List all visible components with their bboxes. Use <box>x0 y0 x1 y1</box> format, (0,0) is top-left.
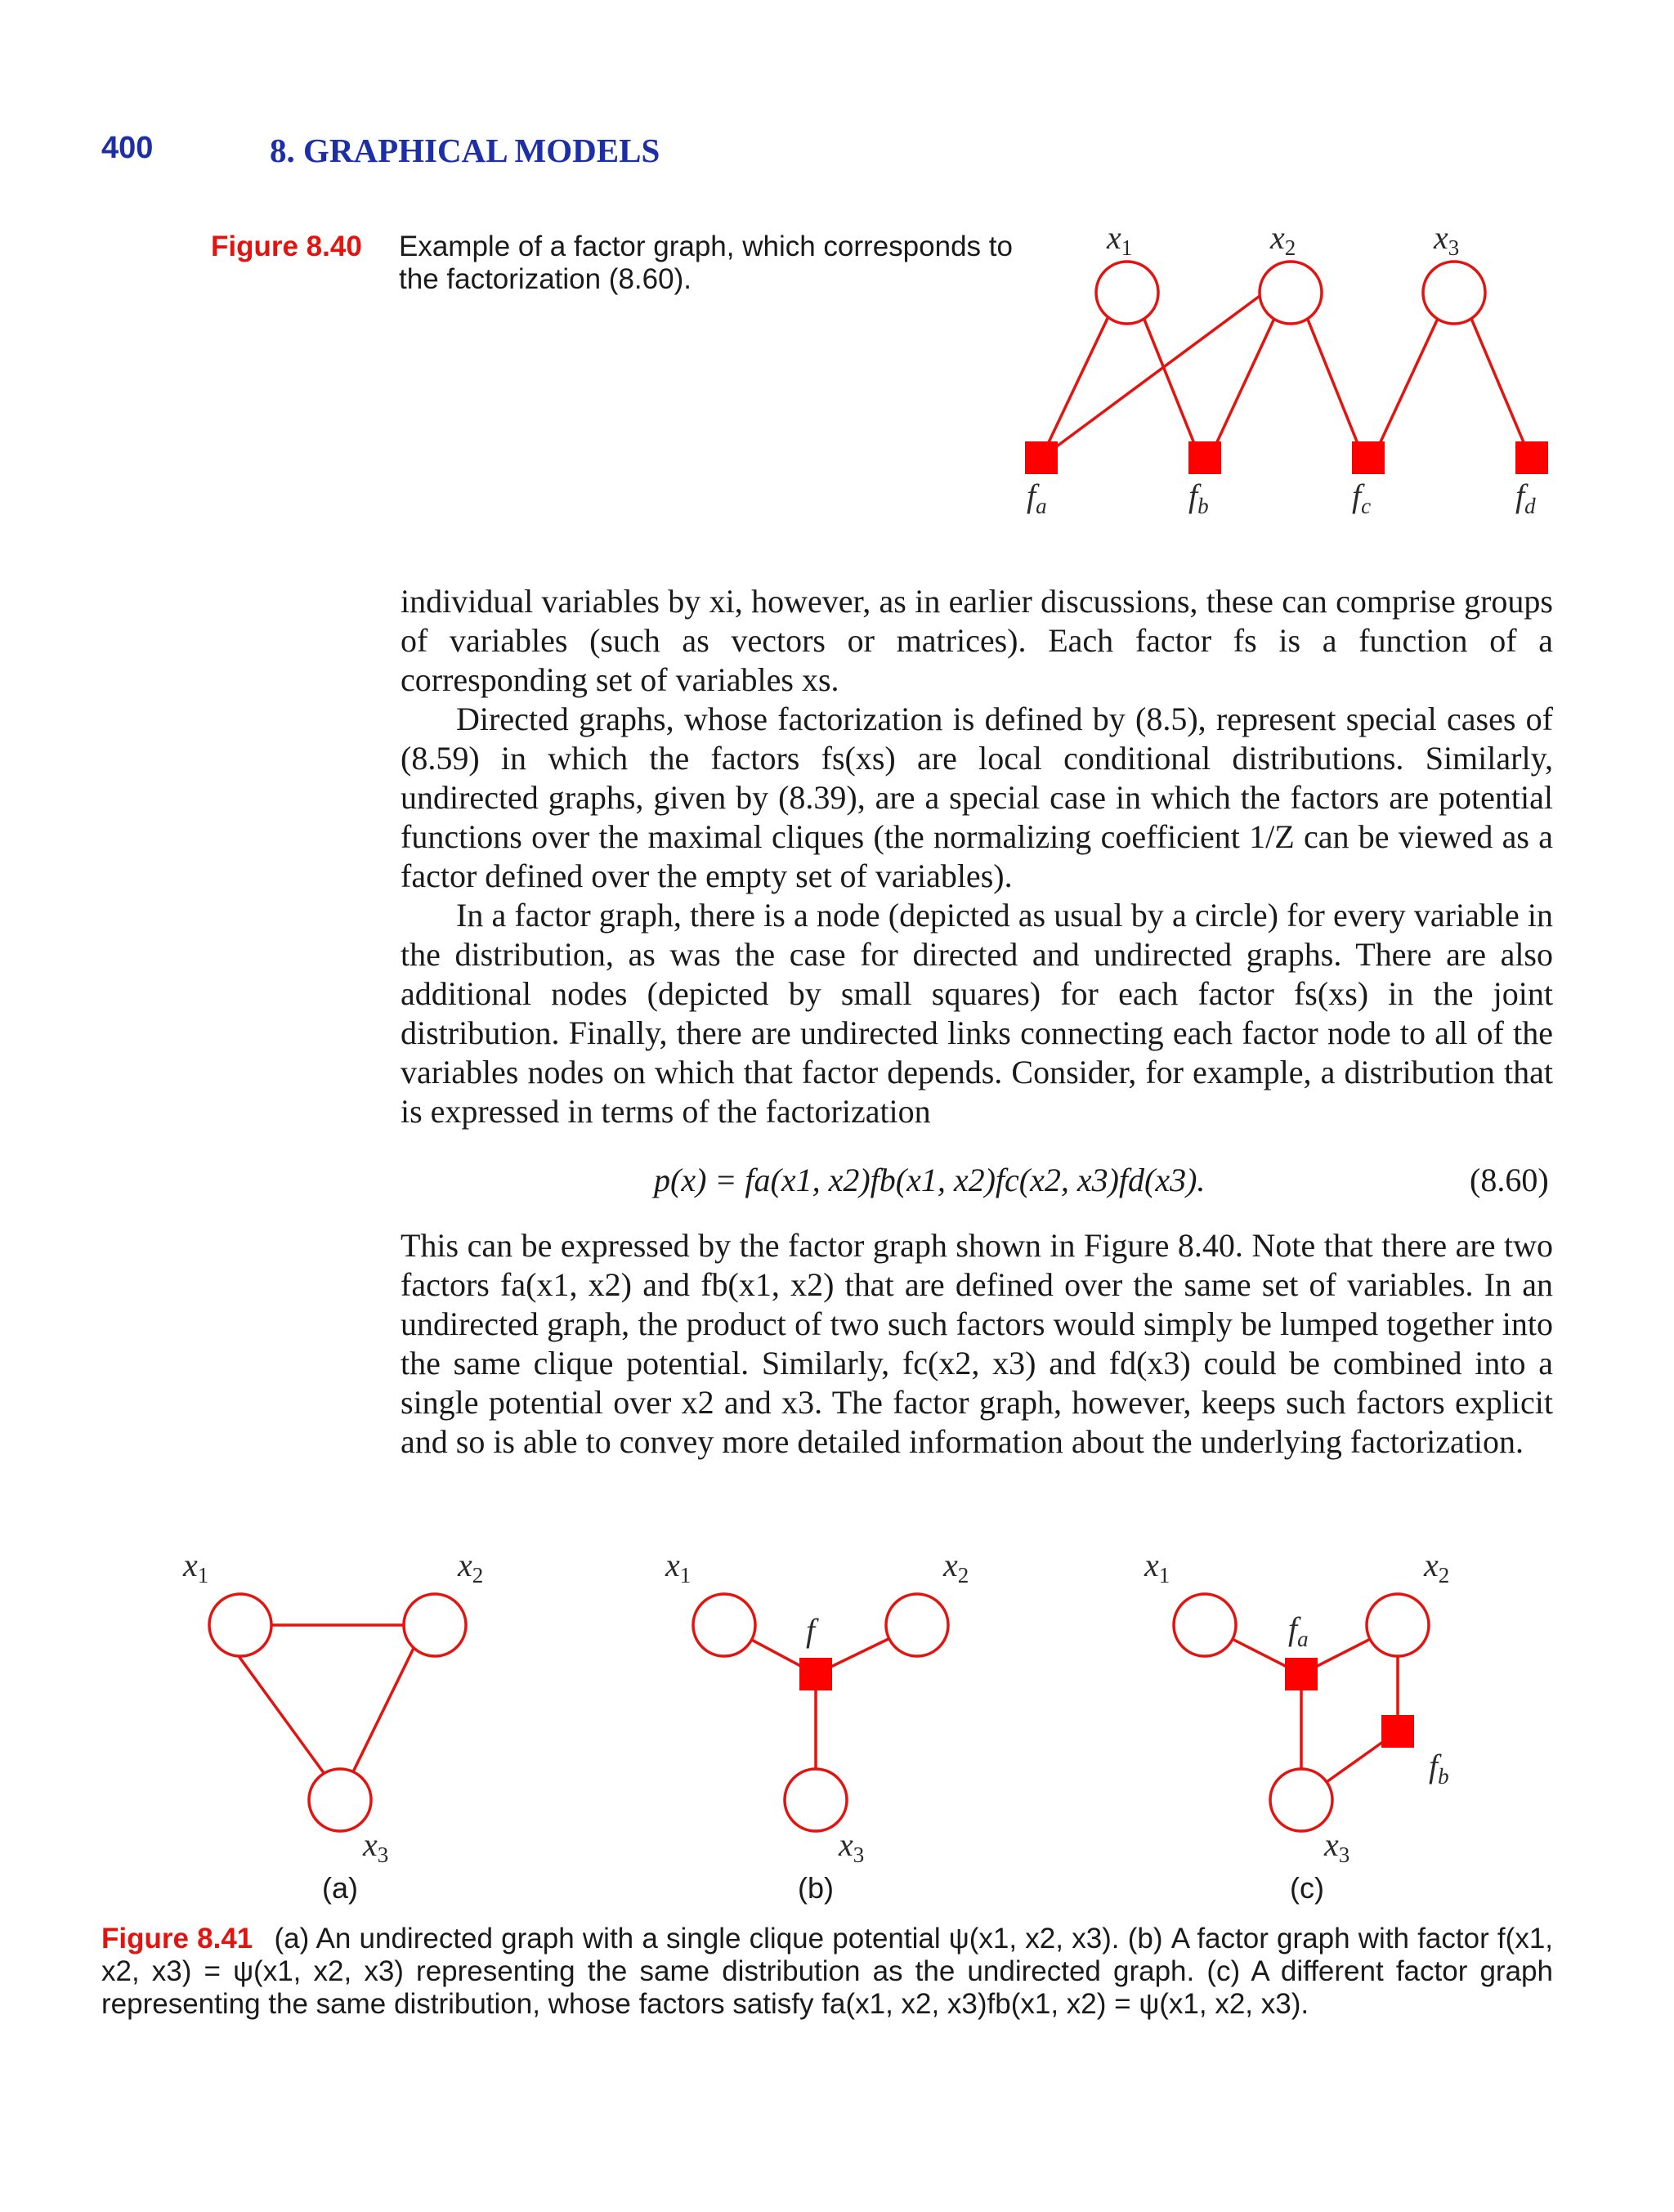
factor-node-fd <box>1515 441 1548 474</box>
panel-label-c: (c) <box>1290 1871 1324 1905</box>
paragraph: Directed graphs, whose factorization is defined by (8.5), represent special cases of (8.59) in which the factors fs(xs) are local conditional distributions. Similarly, undirected graphs, given by (8.39), are a special case in which the factors are potential functions over the maximal cliques (the normalizing coefficient 1/Z can be viewed as a factor defined over the empty set of variables). <box>401 701 1553 894</box>
factor-node-fc <box>1352 441 1385 474</box>
label-fb: $f_b$ <box>1429 1748 1449 1789</box>
label-x2: $x_2$ <box>943 1547 969 1587</box>
factor-node-f <box>799 1658 832 1690</box>
equation-number: (8.60) <box>1470 1162 1549 1198</box>
figure-840-caption: Example of a factor graph, which corresponds to the factorization (8.60). <box>399 231 1013 295</box>
panel-a <box>182 1547 483 1905</box>
variable-node-x1 <box>1174 1594 1236 1656</box>
variable-node-x3 <box>785 1769 847 1831</box>
edge-x1-fa <box>1041 296 1118 458</box>
edge-x1-fb <box>1136 299 1200 458</box>
label-x2: $x_2$ <box>1270 221 1296 260</box>
label-fc: $f_c$ <box>1352 477 1372 518</box>
label-x1: $x_1$ <box>665 1547 692 1587</box>
label-fa: $f_a$ <box>1288 1610 1309 1651</box>
paragraph: In a factor graph, there is a node (depicted as usual by a circle) for every variable in the distribution, as was the case for directed and undirected graphs. There are also additional nodes (depicted by small squares) for each factor fs(xs) in the joint distribution. Finally, there are undirected links connecting each factor node to all of the variables nodes on which that factor depends. Consider, for example, a distribution that is expressed in terms of the factorization <box>401 897 1553 1130</box>
variable-node-x1 <box>209 1594 271 1656</box>
label-x2: $x_2$ <box>458 1547 484 1587</box>
label-fb: $f_b$ <box>1188 477 1209 518</box>
label-x3: $x_3$ <box>363 1826 389 1867</box>
factor-node-fa <box>1025 441 1058 474</box>
equation-8-60: p(x) = fa(x1, x2)fb(x1, x2)fc(x2, x3)fd(x3). <box>654 1162 1206 1198</box>
edge-x2-x3 <box>345 1638 418 1789</box>
panel-b <box>665 1547 969 1905</box>
figure-840-label: Figure 8.40 <box>211 231 362 262</box>
panel-label-a: (a) <box>322 1871 358 1905</box>
edge-x3-fc <box>1373 299 1447 458</box>
figure-841-label: Figure 8.41 <box>101 1923 253 1955</box>
label-x3: $x_3$ <box>1434 221 1460 260</box>
variable-node-x3 <box>309 1769 371 1831</box>
figure-841-graphs <box>147 1545 1504 1905</box>
label-fa: $f_a$ <box>1027 477 1047 518</box>
label-fd: $f_d$ <box>1515 477 1536 518</box>
variable-node-x2 <box>404 1594 466 1656</box>
paragraph: individual variables by xi, however, as in earlier discussions, these can comprise groups of variables (such as vectors or matrices). Each factor fs is a function of a corresponding set of variables xs. <box>401 583 1553 698</box>
edge-x2-fb <box>1210 299 1283 458</box>
panel-c <box>1144 1547 1449 1905</box>
chapter-title: 8. GRAPHICAL MODELS <box>270 132 660 169</box>
variable-node-x2 <box>1367 1594 1429 1656</box>
label-x3: $x_3$ <box>839 1826 865 1867</box>
variable-node-x1 <box>693 1594 755 1656</box>
label-f: f <box>806 1612 816 1649</box>
edge-x2-fc <box>1300 299 1363 458</box>
factor-node-fa <box>1285 1658 1318 1690</box>
panel-label-b: (b) <box>798 1871 834 1905</box>
page-number: 400 <box>101 131 154 165</box>
figure-841-caption-block <box>101 1923 1553 2021</box>
variable-node-x1 <box>1096 262 1158 324</box>
edge-x3-fd <box>1463 299 1530 458</box>
variable-node-x3 <box>1270 1769 1332 1831</box>
label-x1: $x_1$ <box>1107 221 1133 260</box>
factor-node-fb <box>1188 441 1221 474</box>
body-text-upper <box>401 582 1553 1131</box>
figure-840-graph <box>1014 221 1586 523</box>
label-x1: $x_1$ <box>183 1547 209 1587</box>
variable-node-x2 <box>886 1594 948 1656</box>
figure-841-caption: (a) An undirected graph with a single clique potential ψ(x1, x2, x3). (b) A factor graph with factor f(x1, x2, x3) = ψ(x1, x2, x3) representing the same distribution as the undirected graph. (c) A different factor graph representing the same distribution, whose factors satisfy fa(x1, x2, x3)fb(x1, x2) = ψ(x1, x2, x3). <box>101 1923 1554 2020</box>
edge-x1-x3 <box>226 1638 335 1789</box>
paragraph: This can be expressed by the factor graph shown in Figure 8.40. Note that there are two factors fa(x1, x2) and fb(x1, x2) that are defined over the same set of variables. In an undirected graph, the product of two such factors would simply be lumped together into the same clique potential. Similarly, fc(x2, x3) and fd(x3) could be combined into a single potential over x2 and x3. The factor graph, however, keeps such factors explicit and so is able to convey more detailed information about the underlying factorization. <box>401 1227 1553 1460</box>
body-text-lower <box>401 1226 1553 1462</box>
edge-x2-fa <box>1041 289 1269 458</box>
factor-node-fb <box>1381 1715 1414 1748</box>
variable-node-x3 <box>1423 262 1485 324</box>
label-x2: $x_2$ <box>1424 1547 1450 1587</box>
label-x3: $x_3$ <box>1324 1826 1350 1867</box>
variable-node-x2 <box>1260 262 1322 324</box>
label-x1: $x_1$ <box>1144 1547 1170 1587</box>
